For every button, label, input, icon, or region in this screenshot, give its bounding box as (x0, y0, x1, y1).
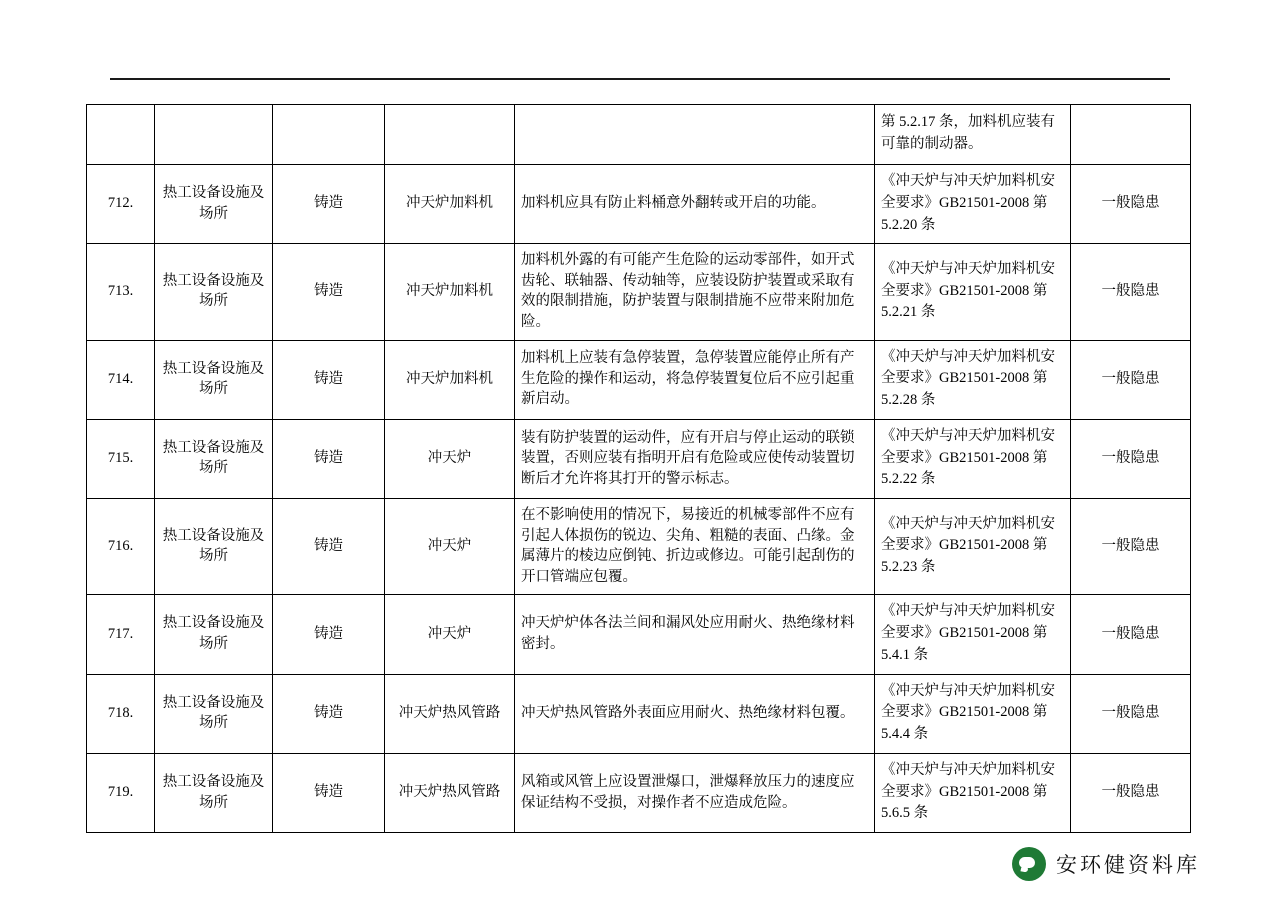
cell-object: 冲天炉热风管路 (385, 674, 515, 753)
cell-basis: 第 5.2.17 条，加料机应装有可靠的制动器。 (875, 105, 1071, 165)
table-row (87, 165, 1191, 244)
cell-basis: 《冲天炉与冲天炉加料机安全要求》GB21501-2008 第 5.4.1 条 (875, 595, 1071, 674)
cell-object (385, 105, 515, 165)
cell-description: 在不影响使用的情况下，易接近的机械零部件不应有引起人体损伤的锐边、尖角、粗糙的表面、凸缘。金属薄片的棱边应倒钝、折边或修边。可能引起刮伤的开口管端应包覆。 (515, 499, 875, 595)
cell-level: 一般隐患 (1071, 674, 1191, 753)
cell-level: 一般隐患 (1071, 244, 1191, 340)
cell-level: 一般隐患 (1071, 419, 1191, 498)
table-row (87, 419, 1191, 498)
cell-basis: 《冲天炉与冲天炉加料机安全要求》GB21501-2008 第 5.2.20 条 (875, 165, 1071, 244)
cell-description: 加料机外露的有可能产生危险的运动零部件，如开式齿轮、联轴器、传动轴等，应装设防护装置或采取有效的限制措施，防护装置与限制措施不应带来附加危险。 (515, 244, 875, 340)
cell-level: 一般隐患 (1071, 165, 1191, 244)
cell-level: 一般隐患 (1071, 499, 1191, 595)
cell-description: 冲天炉热风管路外表面应用耐火、热绝缘材料包覆。 (515, 674, 875, 753)
cell-description: 冲天炉炉体各法兰间和漏风处应用耐火、热绝缘材料密封。 (515, 595, 875, 674)
cell-level (1071, 105, 1191, 165)
cell-industry: 铸造 (273, 419, 385, 498)
table-row (87, 595, 1191, 674)
cell-no: 713. (87, 244, 155, 340)
cell-no: 712. (87, 165, 155, 244)
header-rule (110, 78, 1170, 80)
cell-no: 718. (87, 674, 155, 753)
cell-level: 一般隐患 (1071, 753, 1191, 832)
cell-object: 冲天炉加料机 (385, 340, 515, 419)
cell-basis: 《冲天炉与冲天炉加料机安全要求》GB21501-2008 第 5.2.23 条 (875, 499, 1071, 595)
cell-no (87, 105, 155, 165)
wechat-official-account-icon (1012, 847, 1046, 881)
cell-object: 冲天炉 (385, 499, 515, 595)
cell-description: 风箱或风管上应设置泄爆口，泄爆释放压力的速度应保证结构不受损，对操作者不应造成危险。 (515, 753, 875, 832)
cell-level: 一般隐患 (1071, 595, 1191, 674)
table-row (87, 340, 1191, 419)
cell-industry: 铸造 (273, 753, 385, 832)
hazard-table-container (86, 104, 1190, 833)
watermark-label: 安环健资料库 (1056, 854, 1200, 877)
cell-industry: 铸造 (273, 244, 385, 340)
cell-description (515, 105, 875, 165)
hazard-table (86, 104, 1191, 833)
cell-no: 716. (87, 499, 155, 595)
cell-description: 装有防护装置的运动件，应有开启与停止运动的联锁装置，否则应装有指明开启有危险或应使传动装置切断后才允许将其打开的警示标志。 (515, 419, 875, 498)
cell-industry: 铸造 (273, 595, 385, 674)
cell-object: 冲天炉热风管路 (385, 753, 515, 832)
table-row (87, 674, 1191, 753)
cell-description: 加料机上应装有急停装置，急停装置应能停止所有产生危险的操作和运动，将急停装置复位后不应引起重新启动。 (515, 340, 875, 419)
cell-object: 冲天炉 (385, 419, 515, 498)
cell-level: 一般隐患 (1071, 340, 1191, 419)
cell-category: 热工设备设施及场所 (155, 419, 273, 498)
cell-basis: 《冲天炉与冲天炉加料机安全要求》GB21501-2008 第 5.4.4 条 (875, 674, 1071, 753)
cell-industry: 铸造 (273, 674, 385, 753)
cell-category: 热工设备设施及场所 (155, 595, 273, 674)
cell-category (155, 105, 273, 165)
cell-industry: 铸造 (273, 340, 385, 419)
cell-object: 冲天炉加料机 (385, 165, 515, 244)
cell-description: 加料机应具有防止料桶意外翻转或开启的功能。 (515, 165, 875, 244)
cell-industry: 铸造 (273, 165, 385, 244)
cell-category: 热工设备设施及场所 (155, 674, 273, 753)
table-row (87, 753, 1191, 832)
cell-basis: 《冲天炉与冲天炉加料机安全要求》GB21501-2008 第 5.2.21 条 (875, 244, 1071, 340)
table-row (87, 244, 1191, 340)
cell-industry: 铸造 (273, 499, 385, 595)
cell-category: 热工设备设施及场所 (155, 499, 273, 595)
cell-no: 717. (87, 595, 155, 674)
cell-category: 热工设备设施及场所 (155, 753, 273, 832)
cell-object: 冲天炉加料机 (385, 244, 515, 340)
cell-no: 719. (87, 753, 155, 832)
cell-category: 热工设备设施及场所 (155, 244, 273, 340)
cell-basis: 《冲天炉与冲天炉加料机安全要求》GB21501-2008 第 5.2.22 条 (875, 419, 1071, 498)
cell-object: 冲天炉 (385, 595, 515, 674)
cell-basis: 《冲天炉与冲天炉加料机安全要求》GB21501-2008 第 5.2.28 条 (875, 340, 1071, 419)
cell-category: 热工设备设施及场所 (155, 165, 273, 244)
cell-basis: 《冲天炉与冲天炉加料机安全要求》GB21501-2008 第 5.6.5 条 (875, 753, 1071, 832)
cell-no: 715. (87, 419, 155, 498)
cell-industry (273, 105, 385, 165)
cell-no: 714. (87, 340, 155, 419)
cell-category: 热工设备设施及场所 (155, 340, 273, 419)
table-row (87, 499, 1191, 595)
table-row (87, 105, 1191, 165)
footer-watermark (1012, 847, 1200, 881)
